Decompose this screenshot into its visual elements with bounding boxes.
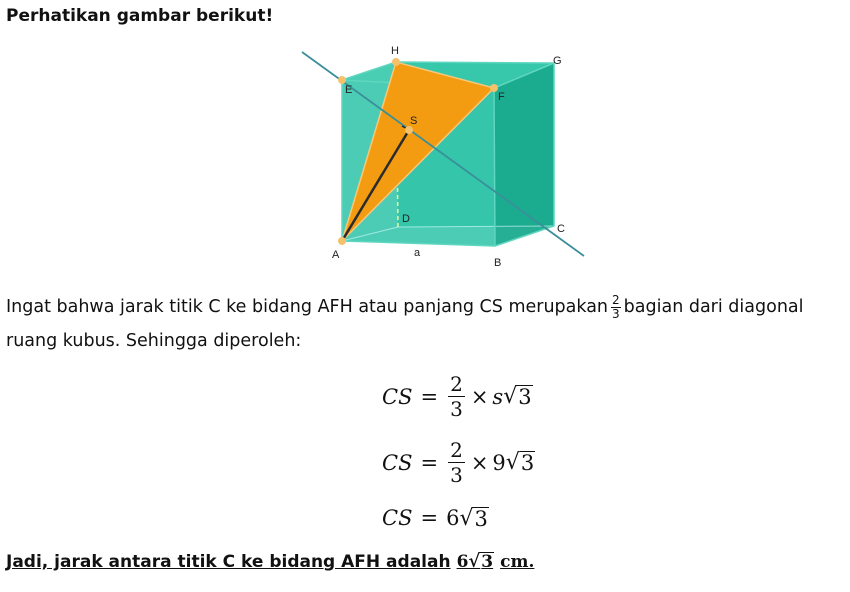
explanation-paragraph <box>6 290 848 358</box>
conclusion-unit: cm. <box>500 552 535 572</box>
equation-2 <box>382 438 535 487</box>
label-h: H <box>391 45 399 57</box>
conclusion-text: Jadi, jarak antara titik C ke bidang AFH adalah <box>6 552 451 572</box>
edge-fb <box>494 88 495 246</box>
eq2-num: 2 <box>450 438 463 462</box>
eq3-lhs: CS <box>382 506 413 530</box>
heading: Perhatikan gambar berikut! <box>6 6 274 26</box>
label-d: D <box>402 213 410 225</box>
eq2-fraction <box>448 438 465 487</box>
eq2-sqrt: √ 3 <box>505 450 535 475</box>
equation-1 <box>382 372 533 421</box>
eq3-radicand: 3 <box>474 506 488 531</box>
label-c: C <box>557 223 565 235</box>
eq2-coef: 9 <box>492 450 506 475</box>
vertex-f <box>490 84 498 92</box>
label-side-a: a <box>414 247 421 259</box>
fraction-denominator: 3 <box>612 306 620 321</box>
eq1-equals: = <box>420 384 439 409</box>
paragraph-after: bagian dari diagonal ruang kubus. Sehingga diperoleh: <box>6 297 804 351</box>
conclusion-math <box>457 552 535 572</box>
eq1-den: 3 <box>450 397 463 421</box>
paragraph-before: Ingat bahwa jarak titik C ke bidang AFH atau panjang CS merupakan <box>6 297 609 317</box>
label-b: B <box>494 257 502 269</box>
conclusion-coef: 6 <box>456 552 469 572</box>
eq2-equals: = <box>420 450 439 475</box>
eq3-equals: = <box>420 506 439 530</box>
conclusion-radicand: 3 <box>481 552 494 572</box>
label-g: G <box>553 55 562 67</box>
inline-fraction <box>611 294 621 321</box>
eq1-fraction <box>448 372 465 421</box>
label-e: E <box>345 84 353 96</box>
vertex-s <box>405 126 413 134</box>
eq2-lhs: CS <box>382 450 413 475</box>
cube-diagram <box>290 36 600 276</box>
conclusion <box>6 552 534 572</box>
eq1-radicand: 3 <box>518 385 532 409</box>
eq1-coef: s <box>492 384 504 409</box>
cube-figure <box>290 36 600 276</box>
label-s: S <box>410 115 418 127</box>
label-f: F <box>498 91 505 103</box>
eq1-sqrt: √ 3 <box>503 384 532 409</box>
vertex-e <box>338 76 346 84</box>
fraction-numerator: 2 <box>612 292 620 307</box>
conclusion-sqrt: √ 3 <box>468 551 494 572</box>
eq2-times: × <box>470 450 489 475</box>
eq3-sqrt: √ 3 <box>459 505 488 531</box>
eq1-num: 2 <box>450 372 463 396</box>
vertex-a <box>338 237 346 245</box>
vertex-h <box>392 58 400 66</box>
eq2-radicand: 3 <box>520 451 535 475</box>
label-a: A <box>332 249 340 261</box>
eq2-den: 3 <box>450 463 463 487</box>
eq1-lhs: CS <box>382 384 413 409</box>
equation-3 <box>382 506 489 530</box>
eq1-times: × <box>470 384 489 409</box>
eq3-coef: 6 <box>446 506 460 530</box>
